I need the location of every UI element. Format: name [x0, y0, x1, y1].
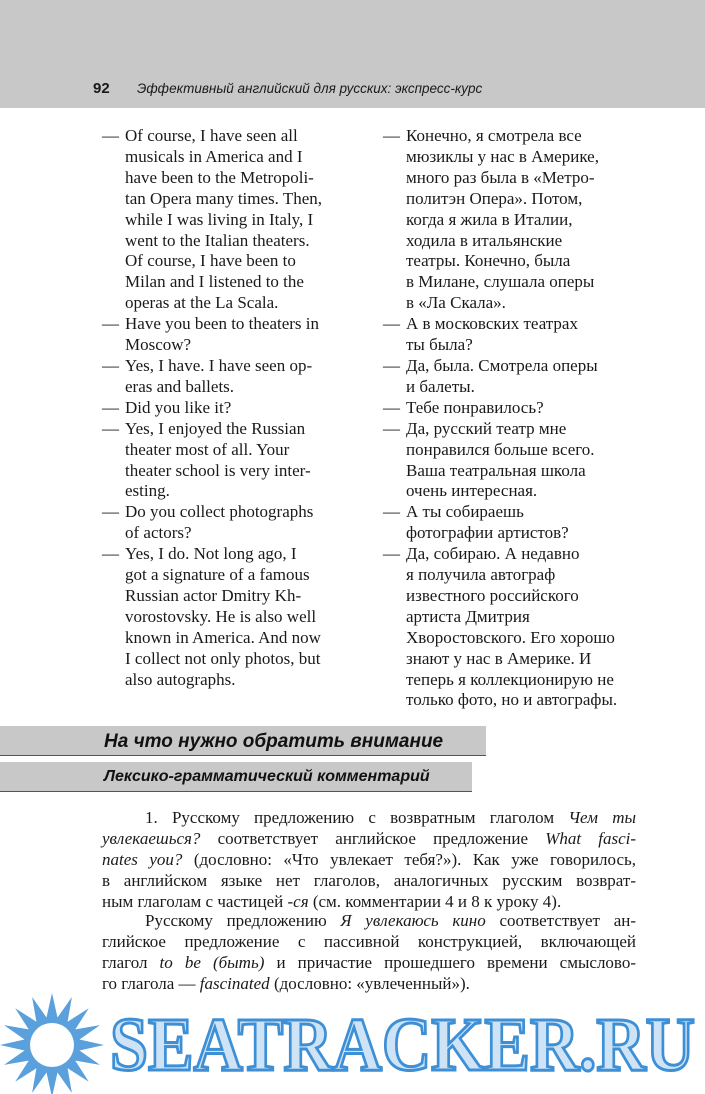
dialogue-line: [102, 168, 360, 189]
dialogue-line-text: while I was living in Italy, I: [125, 209, 314, 229]
dialogue-line-text: Have you been to theaters in: [125, 314, 320, 334]
dialogue-dash: —: [102, 355, 119, 375]
paragraph-line: 1. Русскому предложению с возвратным глаголом Чем ты: [145, 808, 637, 827]
dialogue-line-text: have been to the Metropoli-: [125, 167, 314, 187]
dialogue-line: [102, 231, 360, 252]
dialogue-line-text: Milan and I listened to the: [125, 272, 304, 292]
dialogue-dash: —: [383, 355, 400, 375]
dialogue-line: [102, 189, 360, 210]
dialogue-line: [102, 649, 360, 670]
dialogue-dash: —: [383, 418, 400, 438]
dialogue-line: [102, 544, 360, 565]
dialogue-line: [102, 398, 360, 419]
paragraph-line: го глагола — fascinated (дословно: «увлеченный»).: [102, 974, 470, 993]
commentary-paragraph-1: [102, 807, 636, 912]
dialogue-line: [383, 523, 651, 544]
dialogue-dash: —: [102, 126, 119, 145]
page-number: 92: [93, 80, 110, 97]
dialogue-line-text: политэн Опера». Потом,: [406, 188, 583, 208]
dialogue-line-text: ходила в итальянские: [406, 230, 563, 250]
dialogue-line-text: went to the Italian theaters.: [125, 230, 310, 250]
subsection-heading: [0, 762, 472, 792]
dialogue-dash: —: [102, 418, 119, 438]
paragraph-line: увлекаешься? соответствует английское предложение What fasci-: [102, 829, 637, 848]
dialogue-line: [383, 231, 651, 252]
dialogue-line: [383, 502, 651, 523]
paragraph-line: глагол to be (быть) и причастие прошедшего времени смыслово-: [102, 953, 636, 972]
dialogue-line-text: Хворостовского. Его хорошо: [406, 627, 615, 647]
dialogue-line-text: Да, русский театр мне: [406, 418, 567, 438]
dialogue-line-text: Yes, I have. I have seen op-: [125, 355, 313, 375]
dialogue-line: [102, 523, 360, 544]
dialogue-dash: —: [383, 126, 400, 145]
dialogue-russian-column: [383, 126, 651, 711]
dialogue-line-text: Of course, I have seen all: [125, 126, 298, 145]
dialogue-line-text: в Милане, слушала оперы: [406, 272, 595, 292]
dialogue-line: [383, 168, 651, 189]
paragraph-line: в английском языке нет глаголов, аналогичных русским возврат-: [102, 871, 636, 890]
dialogue-line: [383, 481, 651, 502]
dialogue-line: [102, 210, 360, 231]
dialogue-line-text: известного российского: [406, 585, 579, 605]
dialogue-line: [102, 481, 360, 502]
dialogue-line-text: я получила автограф: [406, 565, 556, 585]
subsection-heading-text: Лексико-грамматический комментарий: [104, 768, 430, 785]
dialogue-line-text: Yes, I enjoyed the Russian: [125, 418, 306, 438]
dialogue-line-text: Of course, I have been to: [125, 251, 296, 271]
section-heading-text: На что нужно обратить внимание: [104, 731, 444, 752]
dialogue-line: [102, 314, 360, 335]
dialogue-line-text: theater school is very inter-: [125, 460, 311, 480]
dialogue-line: [383, 335, 651, 356]
dialogue-line: [383, 398, 651, 419]
dialogue-dash: —: [383, 314, 400, 334]
dialogue-line: [102, 607, 360, 628]
section-heading: [0, 726, 486, 756]
watermark: [0, 990, 705, 1094]
paragraph-line: Русскому предложению Я увлекаюсь кино соответствует ан-: [145, 911, 637, 930]
dialogue-line: [383, 314, 651, 335]
page-header: [0, 0, 705, 108]
dialogue-dash: —: [102, 502, 119, 522]
dialogue-line: [383, 565, 651, 586]
dialogue-line: [102, 670, 360, 691]
dialogue-line: [383, 461, 651, 482]
dialogue-line-text: Конечно, я смотрела все: [406, 126, 582, 145]
dialogue-dash: —: [383, 397, 400, 417]
dialogue-line-text: А ты собираешь: [406, 502, 524, 522]
dialogue-line-text: I collect not only photos, but: [125, 648, 321, 668]
dialogue-line: [383, 377, 651, 398]
paragraph-line: глийское предложение с пассивной конструкцией, включающей: [102, 932, 636, 951]
dialogue-line: [383, 649, 651, 670]
dialogue-line-text: vorostovsky. He is also well: [125, 606, 317, 626]
dialogue-line: [383, 189, 651, 210]
dialogue-line-text: musicals in America and I: [125, 146, 303, 166]
dialogue-line: [383, 356, 651, 377]
dialogue-line: [102, 293, 360, 314]
dialogue-line-text: of actors?: [125, 523, 192, 543]
dialogue-line-text: Moscow?: [125, 335, 192, 355]
dialogue-line-text: eras and ballets.: [125, 376, 235, 396]
dialogue-line-text: и балеты.: [406, 376, 475, 396]
dialogue-line: [102, 356, 360, 377]
dialogue-dash: —: [102, 314, 119, 334]
dialogue-line-text: Да, была. Смотрела оперы: [406, 355, 598, 375]
paragraph-line: ным глаголам с частицей -ся (см. комментарии 4 и 8 к уроку 4).: [102, 892, 562, 911]
dialogue-line-text: Russian actor Dmitry Kh-: [125, 585, 302, 605]
dialogue-line-text: в «Ла Скала».: [406, 293, 506, 313]
dialogue-line-text: tan Opera many times. Then,: [125, 188, 323, 208]
dialogue-line: [383, 210, 651, 231]
dialogue-line: [102, 565, 360, 586]
dialogue-line-text: also autographs.: [125, 669, 236, 689]
dialogue-line-text: теперь я коллекционирую не: [406, 669, 614, 689]
dialogue-line: [383, 670, 651, 691]
dialogue-english-column: [102, 126, 360, 690]
dialogue-line: [102, 419, 360, 440]
dialogue-dash: —: [383, 502, 400, 522]
dialogue-line-text: known in America. And now: [125, 627, 321, 647]
dialogue-line-text: мюзиклы у нас в Америке,: [406, 146, 599, 166]
dialogue-line-text: got a signature of a famous: [125, 565, 310, 585]
dialogue-line: [383, 586, 651, 607]
dialogue-line-text: Do you collect photographs: [125, 502, 314, 522]
dialogue-line: [102, 628, 360, 649]
dialogue-line: [102, 251, 360, 272]
dialogue-line-text: Да, собираю. А недавно: [406, 544, 580, 564]
watermark-text: SEATRACKER.RU: [110, 1003, 695, 1087]
dialogue-line: [383, 147, 651, 168]
paragraph-line: nates you? (дословно: «Что увлекает тебя?»). Как уже говорилось,: [102, 850, 637, 869]
dialogue-line-text: Ваша театральная школа: [406, 460, 586, 480]
commentary-paragraph-2: [102, 910, 636, 994]
dialogue-line: [383, 272, 651, 293]
dialogue-line-text: театры. Конечно, была: [406, 251, 571, 271]
dialogue-line-text: А в московских театрах: [406, 314, 578, 334]
dialogue-dash: —: [102, 544, 119, 564]
running-title: Эффективный английский для русских: экспресс-курс: [137, 81, 483, 96]
dialogue-line: [383, 628, 651, 649]
dialogue-line: [383, 126, 651, 147]
dialogue-line: [383, 607, 651, 628]
dialogue-line: [102, 126, 360, 147]
dialogue-line: [102, 377, 360, 398]
dialogue-line-text: много раз была в «Метро-: [406, 167, 595, 187]
dialogue-line: [383, 440, 651, 461]
dialogue-line: [383, 419, 651, 440]
dialogue-line-text: знают у нас в Америке. И: [406, 648, 592, 668]
dialogue-dash: —: [383, 544, 400, 564]
dialogue-line: [102, 586, 360, 607]
dialogue-line: [102, 147, 360, 168]
dialogue-line-text: esting.: [125, 481, 170, 501]
dialogue-line: [102, 272, 360, 293]
dialogue-line: [102, 440, 360, 461]
dialogue-line: [383, 690, 651, 711]
dialogue-line-text: фотографии артистов?: [406, 523, 569, 543]
dialogue-line-text: operas at the La Scala.: [125, 293, 279, 313]
dialogue-line: [102, 335, 360, 356]
dialogue-line-text: Did you like it?: [125, 397, 232, 417]
dialogue-line: [102, 502, 360, 523]
dialogue-line-text: Тебе понравилось?: [406, 397, 544, 417]
dialogue-line: [383, 544, 651, 565]
dialogue-line: [102, 461, 360, 482]
dialogue-line-text: понравился больше всего.: [406, 439, 595, 459]
dialogue-line-text: ты была?: [406, 335, 473, 355]
dialogue-line-text: Yes, I do. Not long ago, I: [125, 544, 297, 564]
dialogue-dash: —: [102, 397, 119, 417]
sun-icon: [0, 993, 104, 1094]
dialogue-line-text: только фото, но и автографы.: [406, 690, 618, 710]
dialogue-line-text: артиста Дмитрия: [406, 606, 530, 626]
dialogue-line-text: очень интересная.: [406, 481, 538, 501]
dialogue-line: [383, 293, 651, 314]
dialogue-line: [383, 251, 651, 272]
dialogue-line-text: когда я жила в Италии,: [406, 209, 573, 229]
dialogue-line-text: theater most of all. Your: [125, 439, 290, 459]
